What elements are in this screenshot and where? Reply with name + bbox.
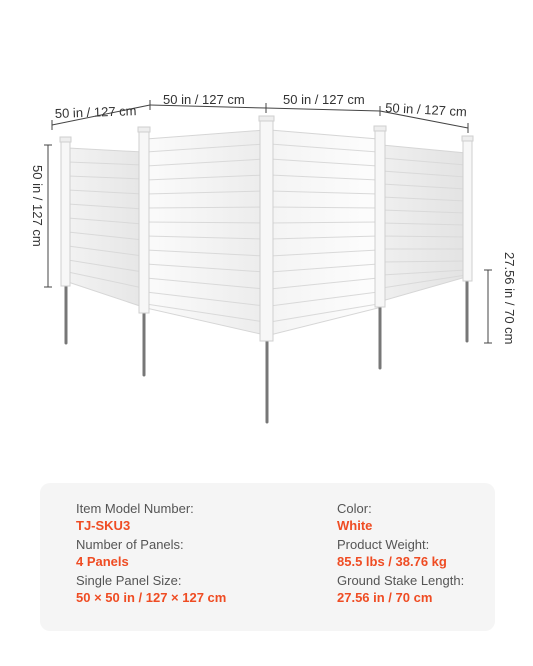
fence-post-4 — [375, 129, 385, 307]
color-value: White — [337, 518, 373, 533]
fence-panel-1 — [68, 148, 143, 307]
panels-label: Number of Panels: — [76, 537, 184, 552]
model-value: TJ-SKU3 — [76, 518, 131, 533]
stake-label: Ground Stake Length: — [337, 573, 465, 588]
stake-length-label: 27.56 in / 70 cm — [502, 252, 517, 345]
spec-column-right — [337, 501, 464, 609]
spec-panels — [76, 537, 226, 570]
fence-post-3 — [260, 119, 273, 341]
width-label-3: 50 in / 127 cm — [283, 92, 365, 107]
color-label: Color: — [337, 501, 372, 516]
fence-post-2 — [139, 130, 149, 313]
spec-color — [337, 501, 464, 534]
width-label-1: 50 in / 127 cm — [54, 103, 137, 121]
size-label: Single Panel Size: — [76, 573, 182, 588]
height-label: 50 in / 127 cm — [30, 165, 45, 247]
size-value: 50 × 50 in / 127 × 127 cm — [76, 590, 227, 605]
width-label-2: 50 in / 127 cm — [163, 92, 245, 107]
stake-value: 27.56 in / 70 cm — [337, 590, 433, 605]
panels-value: 4 Panels — [76, 554, 129, 569]
width-label-4: 50 in / 127 cm — [384, 100, 468, 120]
spec-stake — [337, 573, 464, 606]
spec-model — [76, 501, 226, 534]
spec-card — [40, 483, 495, 631]
fence-post-5 — [463, 139, 472, 281]
fence-post-1 — [61, 140, 70, 286]
model-label: Item Model Number: — [76, 501, 194, 516]
spec-weight — [337, 537, 464, 570]
weight-label: Product Weight: — [337, 537, 430, 552]
weight-value: 85.5 lbs / 38.76 kg — [337, 554, 447, 569]
spec-size — [76, 573, 226, 606]
spec-column-left — [76, 501, 226, 609]
